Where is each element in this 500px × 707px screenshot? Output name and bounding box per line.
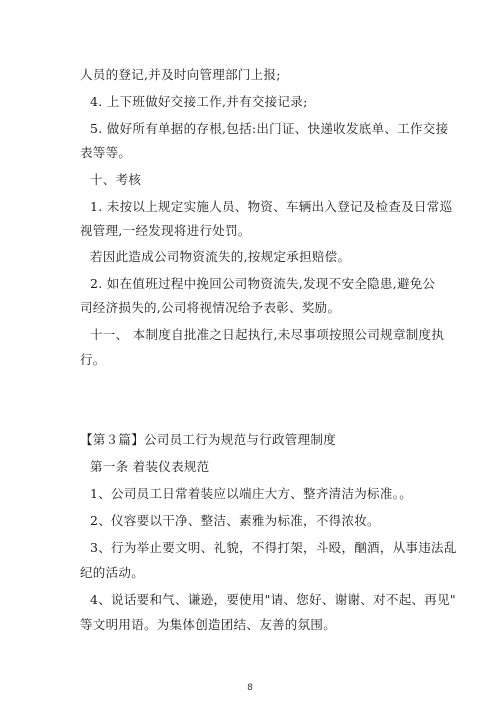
- list-item: 2. 如在值班过程中挽回公司物资流失,发现不安全隐患,避免公: [90, 276, 436, 291]
- article-heading: 第一条 着装仪表规范: [90, 459, 210, 474]
- list-item: 1. 未按以上规定实施人员、物资、车辆出入登记及检查及日常巡: [90, 199, 453, 214]
- section-heading: 十一、 本制度自批准之日起执行,未尽事项按照公司规章制度执: [90, 327, 445, 342]
- list-item: 4、说话要和气、谦逊，要使用"请、您好、谢谢、对不起、再见": [90, 592, 456, 607]
- list-item: 5. 做好所有单据的存根,包括:出门证、快递收发底单、工作交接: [90, 121, 449, 136]
- text-line: 人员的登记,并及时向管理部门上报;: [80, 67, 281, 82]
- text-line: 司经济损失的,公司将视情况给予表彰、奖励。: [80, 300, 341, 315]
- section-heading: 十、考核: [90, 172, 142, 187]
- text-line: 表等等。: [80, 145, 132, 160]
- page-number: 8: [247, 683, 253, 693]
- text-line: 视管理,一经发现将进行处罚。: [80, 223, 251, 238]
- list-item: 1、公司员工日常着装应以端庄大方、整齐清洁为标准。。: [90, 486, 413, 501]
- text-line: 纪的活动。: [80, 565, 145, 580]
- list-item: 2、仪容要以干净、整洁、素雅为标准，不得浓妆。: [90, 513, 380, 528]
- list-item: 3、行为举止要文明、礼貌，不得打架，斗殴，酗酒，从事违法乱: [90, 540, 457, 555]
- list-item: 4. 上下班做好交接工作,并有交接记录;: [90, 94, 308, 109]
- text-line: 若因此造成公司物资流失的,按规定承担赔偿。: [90, 249, 351, 264]
- chapter-title: 【第３篇】公司员工行为规范与行政管理制度: [80, 432, 337, 447]
- text-line: 行。: [80, 352, 106, 367]
- text-line: 等文明用语。为集体创造团结、友善的氛围。: [80, 617, 337, 632]
